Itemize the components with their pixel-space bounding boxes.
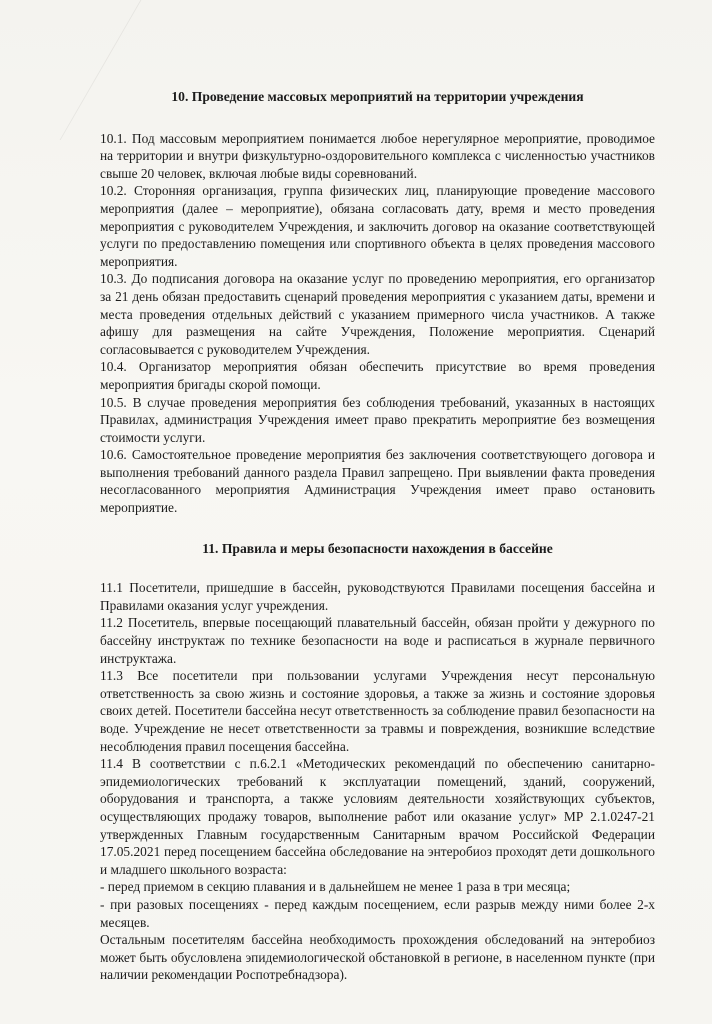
paragraph-11-4: 11.4 В соответствии с п.6.2.1 «Методических рекомендаций по обеспечению санитарно-эпидемиологических требований к эксплуатации помещений, зданий, сооружений, оборудования и транспорта, а также условиям деятельности хозяйствующих субъектов, осуществляющих продажу товаров, выполнение работ или оказание услуг» МР 2.1.0247-21 утвержденных Главным государственным Санитарным врачом Российской Федерации 17.05.2021 перед посещением бассейна обследование на энтеробиоз проходят дети дошкольного и младшего школьного возраста: — [100, 756, 655, 877]
paragraph-10-4: 10.4. Организатор мероприятия обязан обеспечить присутствие во время проведения мероприятия бригады скорой помощи. — [100, 359, 655, 392]
paragraph-10-6: 10.6. Самостоятельное проведение мероприятия без заключения соответствующего договора и выполнения требований данного раздела Правил запрещено. При выявлении факта проведения несогласованного мероприятия Администрация Учреждения имеет право остановить мероприятие. — [100, 447, 655, 516]
paragraph-10-3: 10.3. До подписания договора на оказание услуг по проведению мероприятия, его организатор за 21 день обязан предоставить сценарий проведения мероприятия с указанием даты, времени и места проведения отдельных действий с указанием примерного числа участников. А также афишу для размещения на сайте Учреждения, Положение мероприятия. Сценарий согласовывается с руководителем Учреждения. — [100, 271, 655, 357]
paragraph-10-1: 10.1. Под массовым мероприятием понимается любое нерегулярное мероприятие, проводимое на территории и внутри физкультурно-оздоровительного комплекса с численностью участников свыше 20 человек, включая любые виды соревнований. — [100, 130, 655, 181]
paragraph-10-2: 10.2. Сторонняя организация, группа физических лиц, планирующие проведение массового мероприятия (далее – мероприятие), обязана согласовать дату, время и место проведения мероприятия с руководителем Учреждения, и заключить договор на оказание соответствующей услуги по предоставлению помещения или спортивного объекта в целях проведения массового мероприятия. — [100, 183, 655, 269]
section-11 — [100, 540, 655, 984]
paragraph-10-5: 10.5. В случае проведения мероприятия без соблюдения требований, указанных в настоящих Правилах, администрация Учреждения имеет право прекратить мероприятие без возмещения стоимости услуги. — [100, 394, 655, 445]
document-body — [100, 88, 655, 984]
paragraph-11-3: 11.3 Все посетители при пользовании услугами Учреждения несут персональную ответственность за свою жизнь и состояние здоровья, а также за жизнь и состояние здоровья своих детей. Посетители бассейна несут ответственность за соблюдение правил безопасности на воде. Учреждение не несет ответственности за травмы и повреждения, возникшие вследствие несоблюдения правил посещения бассейна. — [100, 668, 655, 754]
paragraph-11-1: 11.1 Посетители, пришедшие в бассейн, руководствуются Правилами посещения бассейна и Правилами оказания услуг учреждения. — [100, 580, 655, 613]
bullet-item-1: - перед приемом в секцию плавания и в дальнейшем не менее 1 раза в три месяца; — [100, 879, 571, 895]
section-11-title: 11. Правила и меры безопасности нахождения в бассейне — [202, 540, 553, 556]
paragraph-11-2: 11.2 Посетитель, впервые посещающий плавательный бассейн, обязан пройти у дежурного по бассейну инструктаж по технике безопасности на воде и расписаться в журнале первичного инструктажа. — [100, 615, 655, 666]
bullet-item-2: - при разовых посещениях - перед каждым посещением, если разрыв между ними более 2-х месяцев. — [100, 896, 655, 930]
section-10-title: 10. Проведение массовых мероприятий на территории учреждения — [171, 89, 584, 104]
paragraph-11-5: Остальным посетителям бассейна необходимость прохождения обследований на энтеробиоз может быть обусловлена эпидемиологической обстановкой в регионе, в населенном пункте (при наличии рекомендации Роспотребнадзора). — [100, 932, 655, 983]
section-10 — [100, 88, 655, 517]
